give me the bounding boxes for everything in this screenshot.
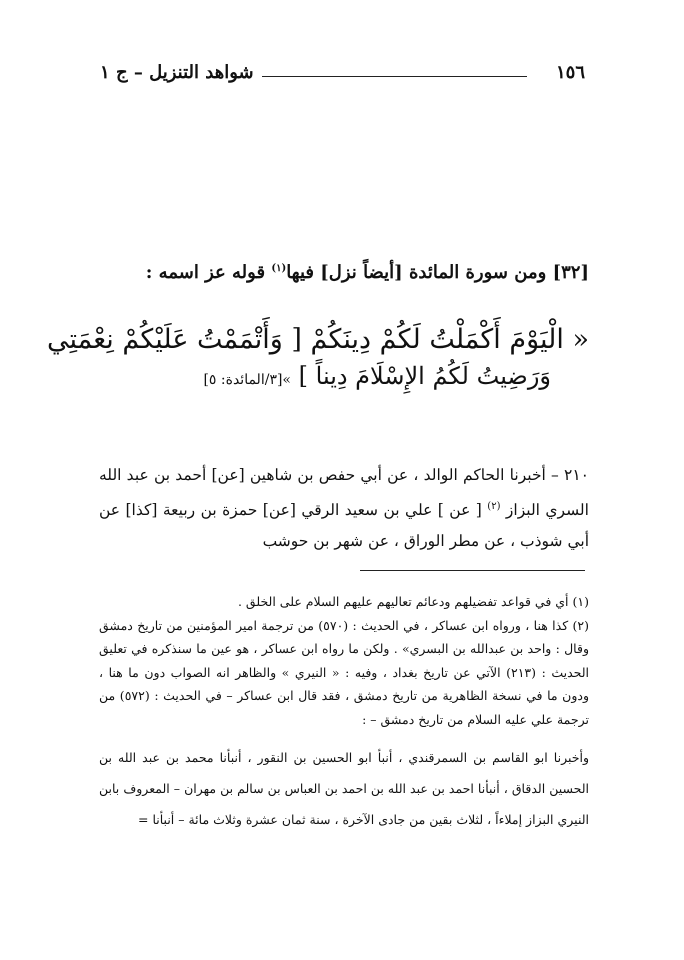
footnote-rule (360, 570, 585, 571)
footnote-ref-2: (٢) (487, 501, 501, 512)
quran-verse (46, 322, 589, 398)
footnotes (99, 590, 589, 731)
section-heading-tail: قوله عز اسمه : (145, 262, 266, 283)
page-header (100, 60, 585, 90)
verse-line-2-text: وَرَضِيتُ لَكُمُ الإِسْلَامَ دِيناً ] (298, 362, 551, 390)
narration-part-2: [ عن ] علي بن سعيد الرقي [عن] حمزة بن ربيعة [كذا] عن أبي شوذب ، عن مطر الوراق ، عن شهر بن حوشب (99, 501, 589, 551)
narration-part-1: ٢١٠ – أخبرنا الحاكم الوالد ، عن أبي حفص بن شاهين [عن] أحمد بن عبد الله السري البزاز (99, 466, 589, 520)
quoted-text: وأخبرنا ابو القاسم بن السمرقندي ، أنبأ ابو الحسين بن النقور ، أنبأنا محمد بن عبد الله بن الحسين الدقاق ، أنبأنا احمد بن عبد الله بن احمد بن العباس بن سالم بن مهران – المعروف بابن النيري البزاز إملاءاً ، لثلاث بقين من جادى الآخرة ، سنة ثمان عشرة وثلاث مائة – أنبأنا = (99, 750, 589, 827)
verse-line-2 (89, 358, 551, 398)
hadith-narration (99, 460, 589, 557)
footnote-ref-1: (١) (271, 263, 287, 274)
verse-reference: »[٣/المائدة: ٥] (203, 372, 291, 388)
page-number: ١٥٦ (555, 62, 585, 83)
header-rule (262, 76, 527, 77)
section-number: [٣٢] (552, 262, 589, 283)
verse-line-1: « الْيَوْمَ أَكْمَلْتُ لَكُمْ دِينَكُمْ [ وَأَتْمَمْتُ عَلَيْكُمْ نِعْمَتِي (46, 324, 589, 355)
running-title: شواهد التنزيل – ج ١ (100, 62, 254, 83)
section-heading (99, 262, 589, 283)
footnote-1: (١) أي في قواعد تفضيلهم ودعائم تعاليهم عليهم السلام على الخلق . (237, 594, 589, 609)
footnote-2: (٢) كذا هنا ، ورواه ابن عساكر ، في الحديث : (٥٧٠) من ترجمة امير المؤمنين من تاريخ دمشق وقال : واحد بن عبدالله بن البسري» . ولكن ما رواه ابن عساكر ، هو عين ما سنذكره في تعليق الحديث : (٢١٣) الآتي عن تاريخ بغداد ، وفيه : « النيري » والظاهر انه الصواب دون ما هنا ، ودون ما في نسخة الظاهرية من تاريخ دمشق ، فقد قال ابن عساكر – في الحديث : (٥٧٢) من ترجمة علي عليه السلام من تاريخ دمشق – : (99, 617, 590, 727)
section-heading-text: ومن سورة المائدة [أيضاً نزل] فيها (286, 262, 547, 283)
